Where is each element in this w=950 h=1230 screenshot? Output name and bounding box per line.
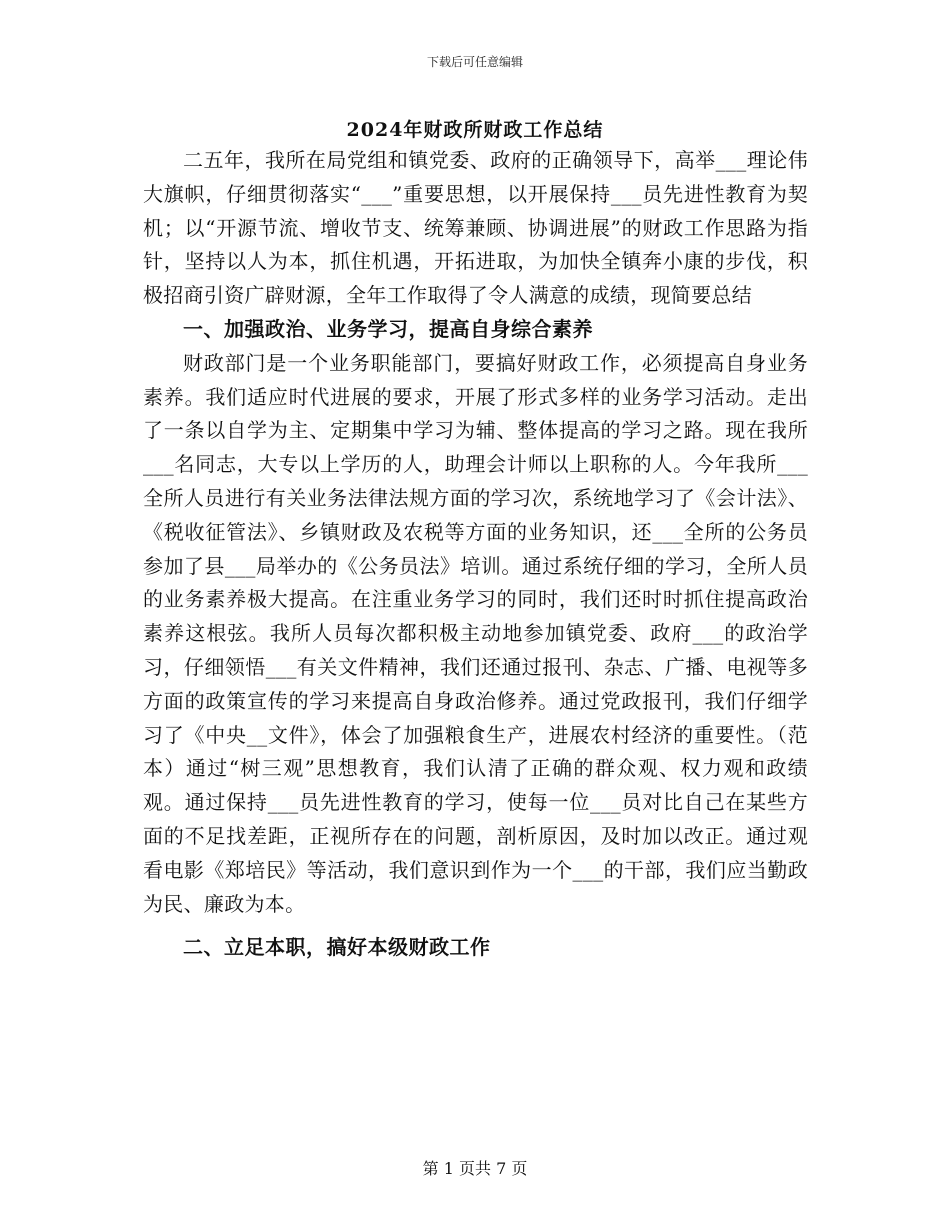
document-title: 2024年财政所财政工作总结: [346, 119, 604, 141]
section-1-paragraph: 财政部门是一个业务职能部门，要搞好财政工作，必须提高自身业务素养。我们适应时代进展的要求，开展了形式多样的业务学习活动。走出了一条以自学为主、定期集中学习为辅、整体提高的学习之路。现在我所___名同志，大专以上学历的人，助理会计师以上职称的人。今年我所___全所人员进行有关业务法律法规方面的学习次，系统地学习了《会计法》、《税收征管法》、乡镇财政及农税等方面的业务知识，还___全所的公务员参加了县___局举办的《公务员法》培训。通过系统仔细的学习，全所人员的业务素养极大提高。在注重业务学习的同时，我们还时时抓住提高政治素养这根弦。我所人员每次都积极主动地参加镇党委、政府___的政治学习，仔细领悟___有关文件精神，我们还通过报刊、杂志、广播、电视等多方面的政策宣传的学习来提高自身政治修养。通过党政报刊，我们仔细学习了《中央__文件》，体会了加强粮食生产，进展农村经济的重要性。（范本）通过“树三观”思想教育，我们认清了正确的群众观、权力观和政绩观。通过保持___员先进性教育的学习，使每一位___员对比自己在某些方面的不足找差距，正视所存在的问题，剖析原因，及时加以改正。通过观看电影《郑培民》等活动，我们意识到作为一个___的干部，我们应当勤政为民、廉政为本。: [143, 350, 808, 916]
header-note: 下载后可任意编辑: [426, 55, 523, 69]
intro-paragraph: 二五年，我所在局党组和镇党委、政府的正确领导下，高举___理论伟大旗帜，仔细贯彻落实“___”重要思想，以开展保持___员先进性教育为契机；以“开源节流、增收节支、统筹兼顾、协调进展”的财政工作思路为指针，坚持以人为本，抓住机遇，开拓进取，为加快全镇奔小康的步伐，积极招商引资广辟财源，全年工作取得了令人满意的成绩，现简要总结: [143, 148, 808, 308]
document-body: [143, 144, 808, 965]
page-number-footer: 第 1 页共 7 页: [422, 1159, 528, 1178]
section-1-heading: 一、加强政治、业务学习，提高自身综合素养: [183, 316, 593, 341]
section-2-heading: 二、立足本职，搞好本级财政工作: [183, 935, 491, 960]
